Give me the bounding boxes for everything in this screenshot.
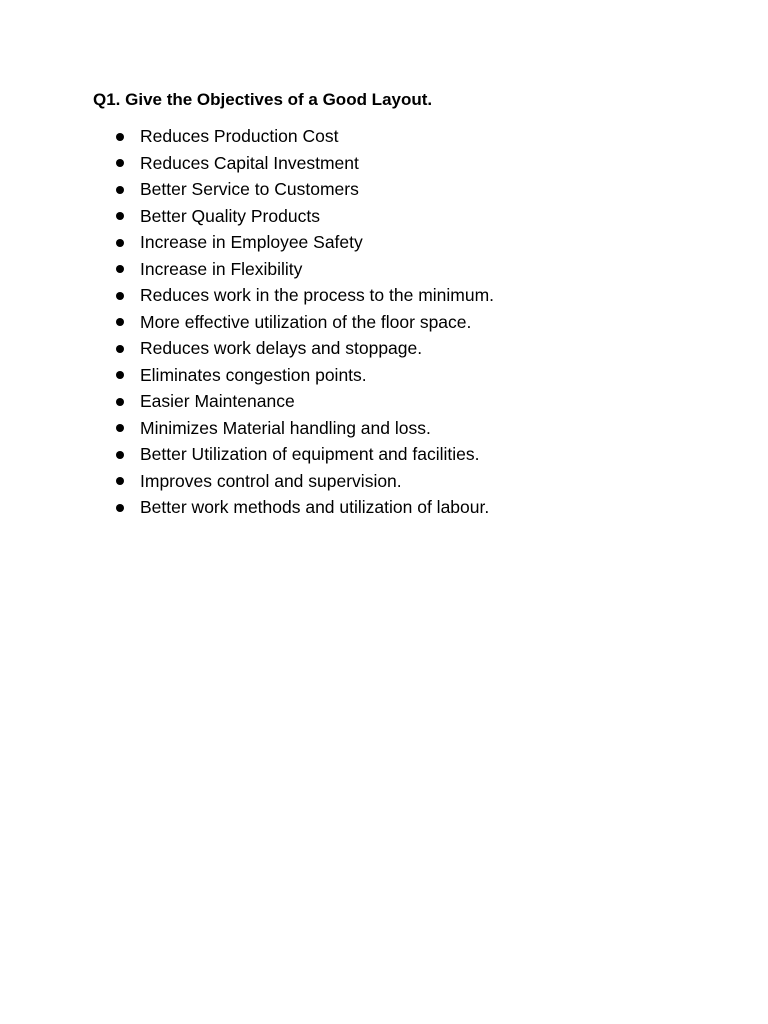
- list-item: [114, 335, 494, 362]
- bullet-icon: [116, 398, 124, 406]
- list-item-text: Easier Maintenance: [140, 391, 295, 411]
- bullet-icon: [116, 265, 124, 273]
- list-item: [114, 468, 494, 495]
- bullet-icon: [116, 212, 124, 220]
- list-item: [114, 176, 494, 203]
- bullet-icon: [116, 371, 124, 379]
- bullet-icon: [116, 451, 124, 459]
- list-item: [114, 309, 494, 336]
- list-item: [114, 203, 494, 230]
- list-item: [114, 388, 494, 415]
- bullet-icon: [116, 504, 124, 512]
- bullet-icon: [116, 186, 124, 194]
- list-item-text: Better work methods and utilization of labour.: [140, 497, 490, 517]
- list-item: [114, 362, 494, 389]
- list-item: [114, 229, 494, 256]
- list-item-text: Increase in Flexibility: [140, 258, 303, 279]
- list-item-text: Eliminates congestion points.: [140, 364, 367, 385]
- list-item: [114, 494, 494, 521]
- bullet-icon: [116, 345, 124, 353]
- list-item-text: Improves control and supervision.: [140, 470, 402, 491]
- list-item-text: Reduces Capital Investment: [140, 152, 359, 173]
- list-item-text: Increase in Employee Safety: [140, 232, 363, 252]
- bullet-icon: [116, 292, 124, 300]
- objectives-list: [114, 123, 494, 521]
- bullet-icon: [116, 133, 124, 141]
- list-item: [114, 256, 494, 283]
- list-item: [114, 415, 494, 442]
- bullet-icon: [116, 239, 124, 247]
- list-item-text: Reduces work delays and stoppage.: [140, 338, 423, 358]
- question-heading: Q1. Give the Objectives of a Good Layout.: [93, 90, 433, 109]
- bullet-icon: [116, 424, 124, 432]
- bullet-icon: [116, 159, 124, 167]
- bullet-icon: [116, 477, 124, 485]
- list-item-text: Reduces work in the process to the minimum.: [140, 285, 495, 305]
- list-item: [114, 441, 494, 468]
- list-item: [114, 282, 494, 309]
- list-item-text: More effective utilization of the floor space.: [140, 311, 472, 332]
- list-item: [114, 123, 494, 150]
- list-item-text: Better Service to Customers: [140, 179, 359, 199]
- list-item-text: Minimizes Material handling and loss.: [140, 417, 431, 438]
- bullet-icon: [116, 318, 124, 326]
- list-item-text: Better Utilization of equipment and facilities.: [140, 444, 480, 464]
- list-item: [114, 150, 494, 177]
- list-item-text: Reduces Production Cost: [140, 126, 339, 146]
- list-item-text: Better Quality Products: [140, 205, 320, 226]
